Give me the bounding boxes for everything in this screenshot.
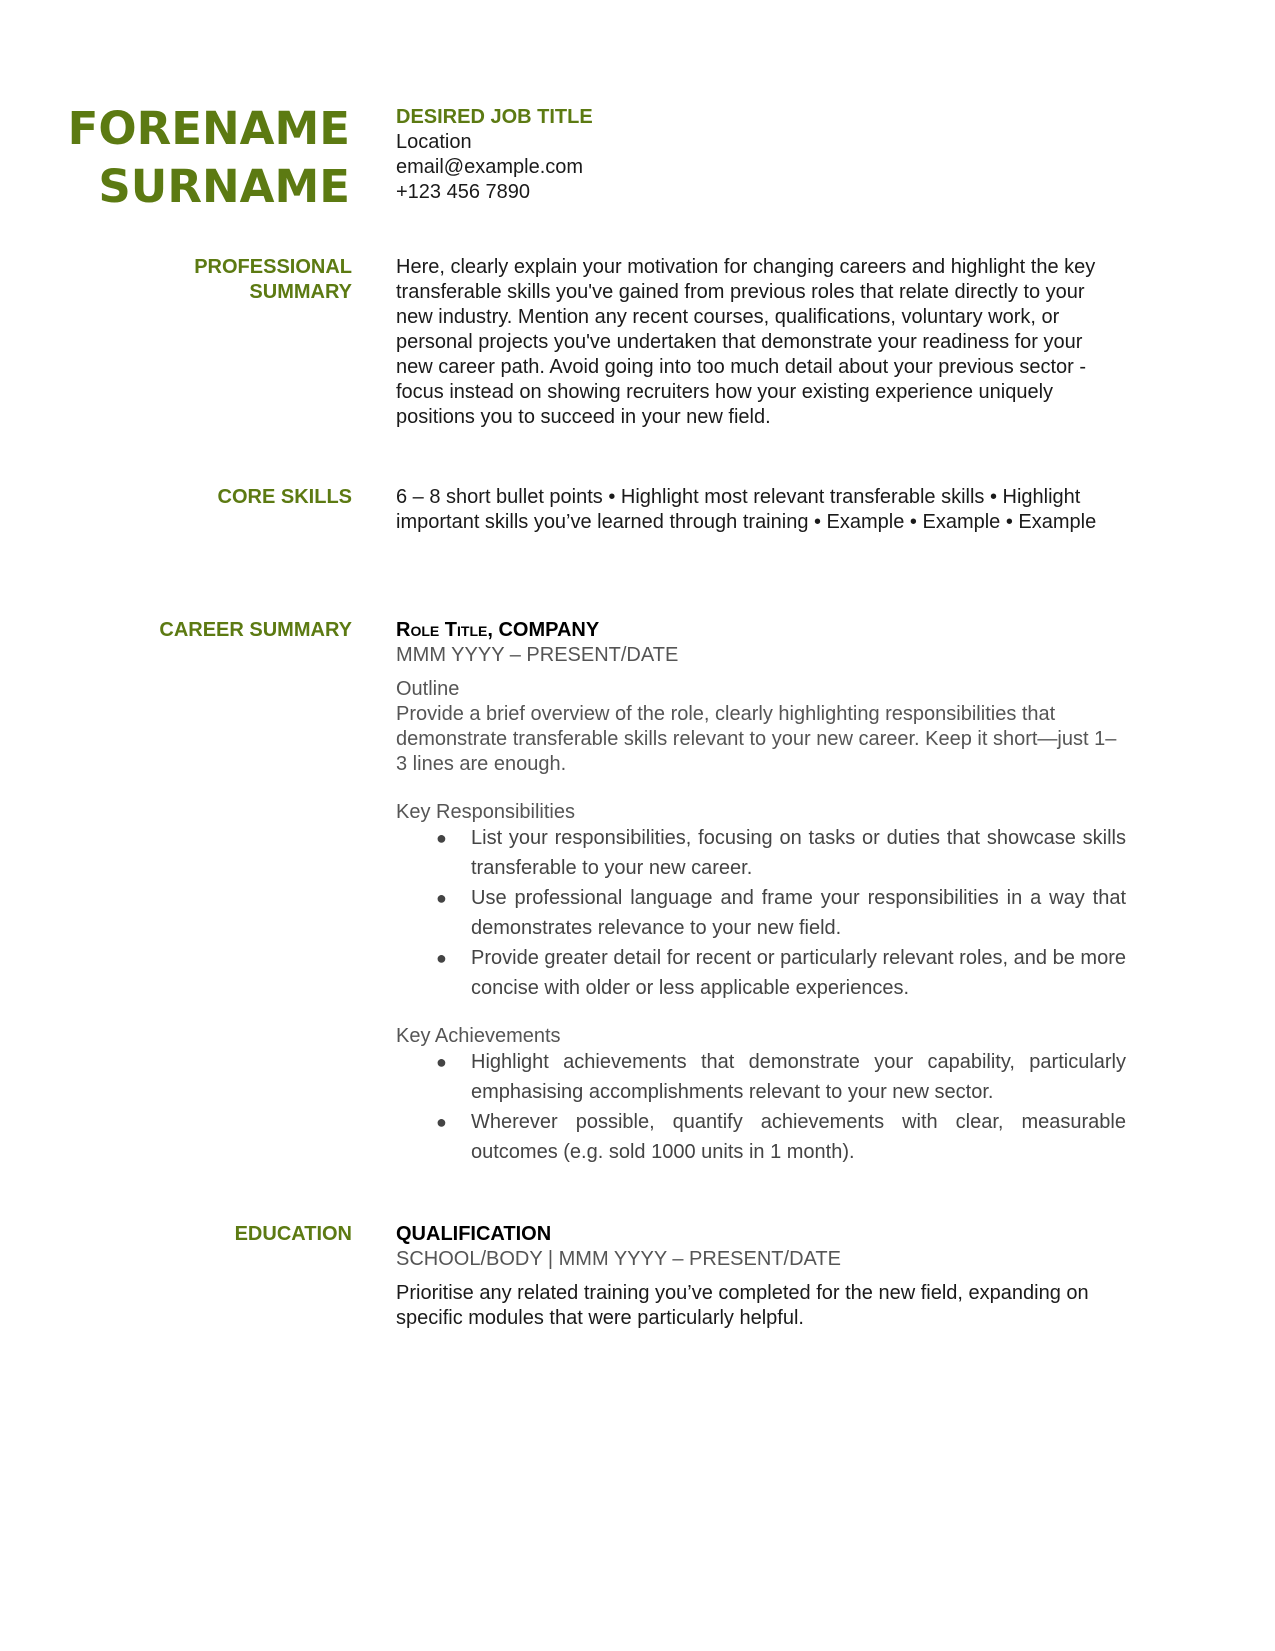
company: , COMPANY [487, 619, 600, 641]
phone: +123 456 7890 [396, 181, 531, 203]
achievements-list [396, 1047, 1126, 1167]
surname: SURNAME [98, 160, 350, 213]
qualification: QUALIFICATION [396, 1223, 552, 1245]
key-achievements-label: Key Achievements [396, 1025, 561, 1047]
bullet-icon: ● [436, 828, 447, 848]
role-dates: MMM YYYY – PRESENT/DATE [396, 644, 679, 666]
education-heading: EDUCATION [234, 1223, 352, 1245]
role-title-line [396, 618, 599, 643]
list-item: ● Provide greater detail for recent or particularly relevant roles, and be more concise with older or less applicable experiences. [396, 943, 1126, 1003]
list-item: ● List your responsibilities, focusing on tasks or duties that showcase skills transferable to your new career. [396, 823, 1126, 883]
list-item: ● Highlight achievements that demonstrate your capability, particularly emphasising accomplishments relevant to your new sector. [396, 1047, 1126, 1107]
forename: FORENAME [67, 102, 350, 155]
outline-label: Outline [396, 678, 460, 700]
bullet-icon: ● [436, 888, 447, 908]
bullet-icon: ● [436, 1052, 447, 1072]
core-skills-text: 6 – 8 short bullet points • Highlight most relevant transferable skills • Highlight important skills you’ve learned through training • Example • Example • Example [396, 486, 1097, 533]
key-responsibilities-label: Key Responsibilities [396, 801, 575, 823]
list-item: ● Wherever possible, quantify achievements with clear, measurable outcomes (e.g. sold 1000 units in 1 month). [396, 1107, 1126, 1167]
list-item: ● Use professional language and frame your responsibilities in a way that demonstrates relevance to your new field. [396, 883, 1126, 943]
professional-summary-text: Here, clearly explain your motivation for changing careers and highlight the key transferable skills you've gained from previous roles that relate directly to your new industry. Mention any recent courses, qualifications, voluntary work, or personal projects you've undertaken that demonstrate your readiness for your new career path. Avoid going into too much detail about your previous sector - focus instead on showing recruiters how your existing experience uniquely positions you to succeed in your new field. [396, 256, 1096, 428]
location: Location [396, 131, 472, 153]
professional-summary-heading-line2: SUMMARY [249, 281, 352, 303]
professional-summary-heading-line1: PROFESSIONAL [194, 256, 352, 278]
career-summary-heading: CAREER SUMMARY [159, 619, 352, 641]
school-dates: SCHOOL/BODY | MMM YYYY – PRESENT/DATE [396, 1248, 841, 1270]
bullet-icon: ● [436, 948, 447, 968]
education-text: Prioritise any related training you’ve completed for the new field, expanding on specific modules that were particularly helpful. [396, 1282, 1089, 1329]
desired-job-title: DESIRED JOB TITLE [396, 106, 593, 128]
bullet-icon: ● [436, 1112, 447, 1132]
responsibilities-list [396, 823, 1126, 1003]
core-skills-heading: CORE SKILLS [217, 486, 352, 508]
email: email@example.com [396, 156, 584, 178]
role-title: Role Title [396, 619, 488, 641]
professional-summary-heading [100, 255, 352, 305]
outline-text: Provide a brief overview of the role, clearly highlighting responsibilities that demonstrate transferable skills relevant to your new career. Keep it short—just 1–3 lines are enough. [396, 703, 1117, 775]
